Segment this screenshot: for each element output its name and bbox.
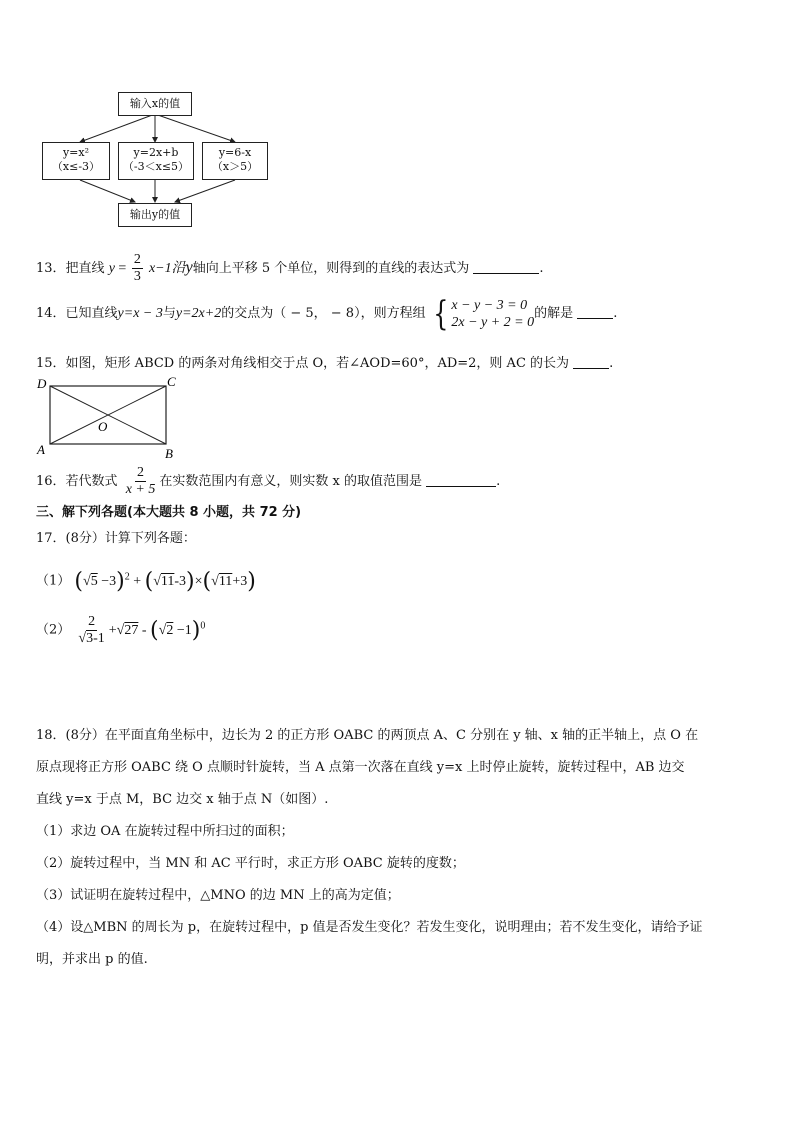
q16-frac-num: 2: [137, 465, 145, 480]
q13-frac-den: 3: [133, 269, 141, 284]
q14-text1: 14．已知直线: [36, 306, 118, 321]
flow-input-box: [118, 92, 192, 116]
q17-part2-label: （2）: [36, 622, 71, 638]
q13-tail: .: [539, 261, 544, 276]
q16-frac-den: x + 5: [125, 482, 156, 497]
label-B: B: [165, 446, 173, 460]
q14-text3: 的交点为（ − 5， − 8），则方程组: [221, 306, 426, 321]
q13-text-start: 13．把直线: [36, 261, 105, 276]
flow-output-text: 输出y的值: [129, 208, 181, 221]
flow-right-box: [202, 142, 268, 180]
q13-text-mid: x−1沿: [148, 261, 186, 276]
q15-text: 15．如图，矩形 ABCD 的两条对角线相交于点 O，若∠AOD=60°，AD=2，则 AC 的长为: [36, 356, 570, 371]
question-17-part1: [36, 562, 256, 597]
q18-subquestion-1: （1）求边 OA 在旋转过程中所扫过的面积；: [36, 824, 294, 839]
q13-frac-num: 2: [133, 252, 141, 267]
q15-tail: .: [609, 356, 614, 371]
flow-output-box: [118, 203, 192, 227]
label-O: O: [98, 419, 108, 434]
q18-line-3: 直线 y=x 于点 M，BC 边交 x 轴于点 N（如图）.: [36, 792, 329, 807]
q17-part2-fraction: $\frac{2}{√3-1}$: [78, 613, 105, 646]
question-15: [36, 354, 613, 373]
q18-line-2: 原点现将正方形 OABC 绕 O 点顺时针旋转，当 A 点第一次落在直线 y=x 上时停止旋转，旋转过程中，AB 边交: [36, 760, 685, 775]
q13-fraction: [132, 252, 143, 285]
label-C: C: [167, 374, 176, 389]
question-14: [36, 294, 617, 334]
q18-subquestion-4: （4）设△MBN 的周长为 p，在旋转过程中，p 值是否发生变化？若发生变化，说明理由；若不发生变化，请给予证: [36, 920, 703, 935]
q14-eq1: y=x − 3: [117, 306, 163, 321]
rectangle-abcd-figure: [34, 374, 184, 460]
flow-input-text: 输入x的值: [129, 97, 181, 110]
flow-mid-formula: y=2x+b: [133, 146, 179, 159]
q16-text2: 在实数范围内有意义，则实数 x 的取值范围是: [159, 474, 422, 489]
q16-tail: .: [496, 474, 501, 489]
q13-text-end: 轴向上平移 5 个单位，则得到的直线的表达式为: [192, 261, 470, 276]
q18-line-1: 18．(8分）在平面直角坐标中，边长为 2 的正方形 OABC 的两顶点 A、C 分别在 y 轴、x 轴的正半轴上，点 O 在: [36, 728, 699, 743]
question-13: 13．把直线 y = $\frac{2}{3}$ x−1沿y轴向上平移 5 个单位，则得到的直线的表达式为 .: [36, 252, 544, 284]
flow-mid-condition: （-3＜x≤5）: [122, 160, 190, 173]
label-D: D: [37, 376, 47, 391]
q17-part2-rest: $+√27 - (√2 -1)^0$: [108, 617, 206, 643]
question-17-part2: [36, 606, 205, 651]
q14-tail: .: [613, 306, 618, 321]
q14-row1: x − y − 3 = 0: [451, 297, 528, 313]
question-16: [36, 462, 500, 502]
flow-right-condition: （x＞5）: [211, 160, 259, 173]
question-17-title: 17．(8分）计算下列各题：: [36, 531, 196, 546]
flow-mid-box: [118, 142, 194, 180]
q16-answer-blank: [426, 472, 496, 487]
flow-left-condition: （x≤-3）: [51, 160, 101, 173]
q14-text4: 的解是: [534, 306, 574, 321]
q17-part1-label: （1）: [36, 573, 71, 589]
q18-subquestion-4-cont: 明，并求出 p 的值.: [36, 952, 148, 967]
q17-part1-expression: $(√5 -3)^2 + (√11-3)\times(√11+3)$: [74, 568, 256, 594]
label-A: A: [37, 442, 45, 457]
q18-subquestion-3: （3）试证明在旋转过程中，△MNO 的边 MN 上的高为定值；: [36, 888, 400, 903]
flow-left-formula: y=x²: [62, 146, 90, 159]
flow-left-box: [42, 142, 110, 180]
question-18: [36, 720, 758, 976]
q16-text1: 16．若代数式: [36, 474, 118, 489]
q15-answer-blank: [573, 354, 609, 369]
q14-equation-system: { x − y − 3 = 0 2x − y + 2 = 0: [432, 293, 535, 334]
q13-answer-blank: [473, 259, 539, 274]
q16-fraction: [124, 465, 158, 498]
q14-eq2: y=2x+2: [175, 306, 222, 321]
q14-text2: 与: [162, 306, 176, 321]
q14-row2: 2x − y + 2 = 0: [451, 314, 535, 330]
q14-answer-blank: [577, 304, 613, 319]
section-heading: 三、解下列各题(本大题共 8 小题，共 72 分): [36, 505, 302, 520]
q18-subquestion-2: （2）旋转过程中，当 MN 和 AC 平行时，求正方形 OABC 旋转的度数；: [36, 856, 465, 871]
flow-right-formula: y=6-x: [218, 146, 252, 159]
